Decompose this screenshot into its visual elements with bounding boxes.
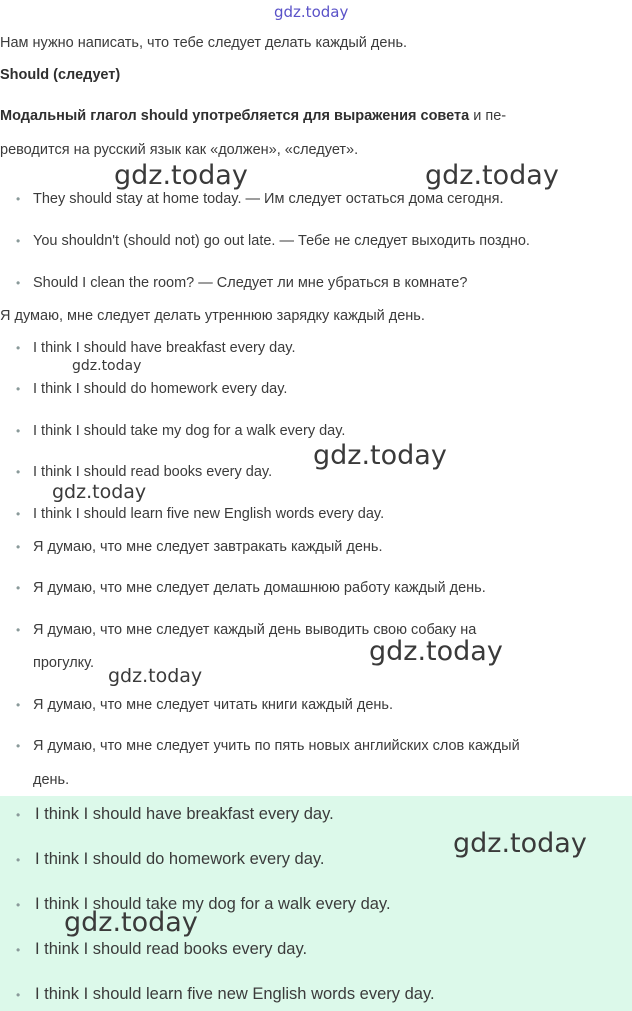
watermark: gdz.today xyxy=(64,907,198,938)
watermark: gdz.today xyxy=(313,440,447,471)
bullet-icon: • xyxy=(16,581,21,595)
answer-item: • I think I should learn five new English words every day. xyxy=(16,985,435,1003)
bullet-icon: • xyxy=(16,540,21,554)
watermark: gdz.today xyxy=(52,481,147,503)
answer-item: • I think I should read books every day. xyxy=(16,940,308,958)
answer-item: • I think I should have breakfast every day. xyxy=(16,805,334,823)
answer-item: • I think I should take my dog for a walk every day. xyxy=(16,895,391,913)
watermark: gdz.today xyxy=(72,358,142,374)
watermark: gdz.today xyxy=(453,828,587,859)
watermark: gdz.today xyxy=(114,160,248,191)
answer-item: • I think I should do homework every day. xyxy=(16,850,325,868)
list-item: • Should I clean the room? — Следует ли мне убраться в комнате? xyxy=(16,275,468,291)
bullet-icon: • xyxy=(16,507,21,521)
list-item: • I think I should do homework every day. xyxy=(16,381,288,397)
bullet-icon: • xyxy=(16,739,21,753)
list-item: • I think I should take my dog for a walk every day. xyxy=(16,423,346,439)
bullet-icon: • xyxy=(16,988,21,1002)
list-item: • Я думаю, что мне следует читать книги каждый день. xyxy=(16,697,393,713)
list-item: • Я думаю, что мне следует завтракать каждый день. xyxy=(16,539,383,555)
bullet-icon: • xyxy=(16,192,21,206)
bullet-icon: • xyxy=(16,698,21,712)
bullet-icon: • xyxy=(16,424,21,438)
list-item-continuation: прогулку. xyxy=(33,655,94,671)
bullet-icon: • xyxy=(16,853,21,867)
rule-line-2: реводится на русский язык как «должен», «следует». xyxy=(0,142,359,158)
intro-text: Нам нужно написать, что тебе следует делать каждый день. xyxy=(0,35,408,51)
bullet-icon: • xyxy=(16,898,21,912)
watermark: gdz.today xyxy=(425,160,559,191)
watermark: gdz.today xyxy=(108,665,203,687)
bullet-icon: • xyxy=(16,234,21,248)
list-item: • They should stay at home today. — Им следует остаться дома сегодня. xyxy=(16,191,504,207)
bullet-icon: • xyxy=(16,943,21,957)
list-item: • I think I should have breakfast every day. xyxy=(16,340,296,356)
rule-bold: Модальный глагол should употребляется для выражения совета xyxy=(0,108,470,124)
bullet-icon: • xyxy=(16,382,21,396)
list-item: • I think I should read books every day. xyxy=(16,464,273,480)
rule-line-1 xyxy=(0,108,506,124)
heading: Should (следует) xyxy=(0,67,121,83)
rule-rest: и пе- xyxy=(469,108,507,124)
list-item: • Я думаю, что мне следует каждый день выводить свою собаку на xyxy=(16,622,477,638)
list-item: • Я думаю, что мне следует учить по пять новых английских слов каждый xyxy=(16,738,520,754)
example-sentence: Я думаю, мне следует делать утреннюю зарядку каждый день. xyxy=(0,308,425,324)
list-item: • You shouldn't (should not) go out late. — Тебе не следует выходить поздно. xyxy=(16,233,530,249)
watermark-top: gdz.today xyxy=(274,3,349,21)
watermark: gdz.today xyxy=(369,636,503,667)
list-item: • I think I should learn five new English words every day. xyxy=(16,506,385,522)
bullet-icon: • xyxy=(16,276,21,290)
list-item: • Я думаю, что мне следует делать домашнюю работу каждый день. xyxy=(16,580,486,596)
bullet-icon: • xyxy=(16,623,21,637)
list-item-continuation: день. xyxy=(33,772,70,788)
bullet-icon: • xyxy=(16,465,21,479)
bullet-icon: • xyxy=(16,341,21,355)
bullet-icon: • xyxy=(16,808,21,822)
